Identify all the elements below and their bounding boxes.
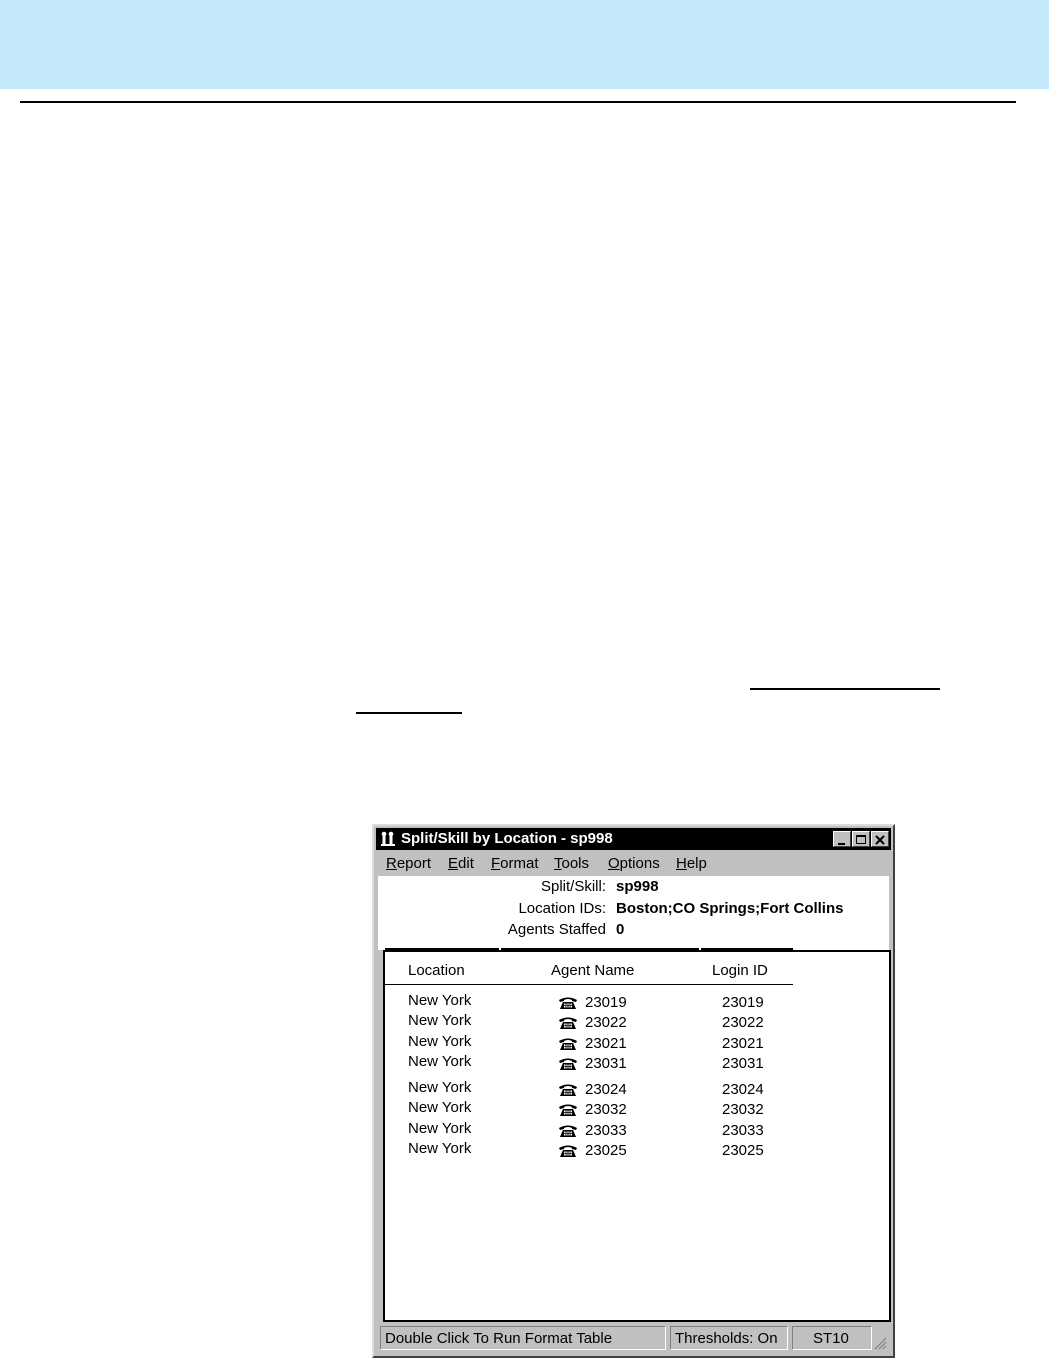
- table-row[interactable]: [385, 1079, 885, 1099]
- split-skill-value: sp998: [616, 878, 659, 895]
- minimize-button[interactable]: [833, 831, 851, 847]
- location-cell: New York: [408, 1099, 472, 1116]
- split-skill-label: Split/Skill:: [540, 878, 606, 895]
- menu-options[interactable]: Options: [608, 855, 660, 872]
- status-thresholds: Thresholds: On: [670, 1326, 788, 1350]
- agent-name-text: 23025: [585, 1142, 627, 1159]
- resize-grip-icon[interactable]: [871, 1334, 887, 1350]
- login-id-cell: 23025: [722, 1142, 764, 1159]
- menu-edit[interactable]: Edit: [448, 855, 474, 872]
- agent-name-cell: [557, 1142, 627, 1159]
- table-row[interactable]: [385, 1012, 885, 1032]
- telephone-icon: [557, 1124, 579, 1138]
- agent-name-text: 23032: [585, 1101, 627, 1118]
- agent-name-text: 23031: [585, 1055, 627, 1072]
- location-cell: New York: [408, 1053, 472, 1070]
- agent-name-text: 23033: [585, 1122, 627, 1139]
- login-id-cell: 23033: [722, 1122, 764, 1139]
- telephone-icon: [557, 1016, 579, 1030]
- login-id-cell: 23021: [722, 1035, 764, 1052]
- location-cell: New York: [408, 1140, 472, 1157]
- agents-staffed-value: 0: [616, 921, 625, 938]
- header-rule: [20, 101, 1016, 103]
- agent-name-cell: [557, 1055, 627, 1072]
- close-icon: [872, 833, 888, 847]
- agent-name-text: 23024: [585, 1081, 627, 1098]
- status-hint: Double Click To Run Format Table: [380, 1326, 666, 1350]
- title-bar[interactable]: [376, 828, 891, 850]
- close-button[interactable]: [871, 831, 889, 847]
- report-window: [372, 824, 895, 1358]
- hyperlink-underline-2[interactable]: [356, 712, 462, 714]
- menu-report[interactable]: Report: [386, 855, 432, 872]
- location-cell: New York: [408, 1079, 472, 1096]
- login-id-cell: 23019: [722, 994, 764, 1011]
- column-header-location[interactable]: Location: [408, 962, 465, 979]
- maximize-button[interactable]: [852, 831, 870, 847]
- hyperlink-underline-1[interactable]: [750, 688, 940, 690]
- column-marker[interactable]: [501, 948, 699, 952]
- minimize-icon: [834, 833, 850, 847]
- agent-table[interactable]: [383, 950, 891, 1322]
- login-id-cell: 23031: [722, 1055, 764, 1072]
- menu-bar: [376, 852, 891, 876]
- window-title: Split/Skill by Location - sp998: [401, 830, 613, 847]
- location-cell: New York: [408, 1033, 472, 1050]
- login-id-cell: 23024: [722, 1081, 764, 1098]
- login-id-cell: 23022: [722, 1014, 764, 1031]
- location-cell: New York: [408, 992, 472, 1009]
- telephone-icon: [557, 1083, 579, 1097]
- column-marker[interactable]: [701, 948, 793, 952]
- status-bar: [380, 1324, 889, 1352]
- table-row[interactable]: [385, 1033, 885, 1053]
- table-row[interactable]: [385, 1099, 885, 1119]
- table-row[interactable]: [385, 1140, 885, 1160]
- agent-name-text: 23019: [585, 994, 627, 1011]
- location-cell: New York: [408, 1120, 472, 1137]
- telephone-icon: [557, 1144, 579, 1158]
- location-ids-label: Location IDs:: [518, 900, 606, 917]
- agents-staffed-label: Agents Staffed: [507, 921, 606, 938]
- header-divider: [385, 984, 793, 985]
- page-header-band: [0, 0, 1049, 89]
- agent-name-cell: [557, 1122, 627, 1139]
- table-row[interactable]: [385, 1120, 885, 1140]
- login-id-cell: 23032: [722, 1101, 764, 1118]
- telephone-icon: [557, 1103, 579, 1117]
- agent-name-cell: [557, 994, 627, 1011]
- location-ids-value: Boston;CO Springs;Fort Collins: [616, 900, 844, 917]
- status-code: ST10: [792, 1326, 872, 1350]
- menu-tools[interactable]: Tools: [554, 855, 590, 872]
- agent-name-cell: [557, 1081, 627, 1098]
- telephone-icon: [557, 1037, 579, 1051]
- agent-name-cell: [557, 1014, 627, 1031]
- telephone-icon: [557, 1057, 579, 1071]
- agent-name-text: 23021: [585, 1035, 627, 1052]
- agent-name-text: 23022: [585, 1014, 627, 1031]
- location-cell: New York: [408, 1012, 472, 1029]
- agent-name-cell: [557, 1101, 627, 1118]
- agent-name-cell: [557, 1035, 627, 1052]
- menu-format[interactable]: Format: [491, 855, 539, 872]
- column-header-agent-name[interactable]: Agent Name: [551, 962, 635, 979]
- telephone-icon: [557, 996, 579, 1010]
- table-row[interactable]: [385, 1053, 885, 1073]
- table-row[interactable]: [385, 992, 885, 1012]
- column-marker[interactable]: [385, 948, 499, 952]
- maximize-icon: [853, 833, 869, 847]
- column-header-login-id[interactable]: Login ID: [712, 962, 768, 979]
- menu-help[interactable]: Help: [676, 855, 707, 872]
- report-header: [378, 876, 889, 950]
- agents-app-icon: [379, 830, 397, 848]
